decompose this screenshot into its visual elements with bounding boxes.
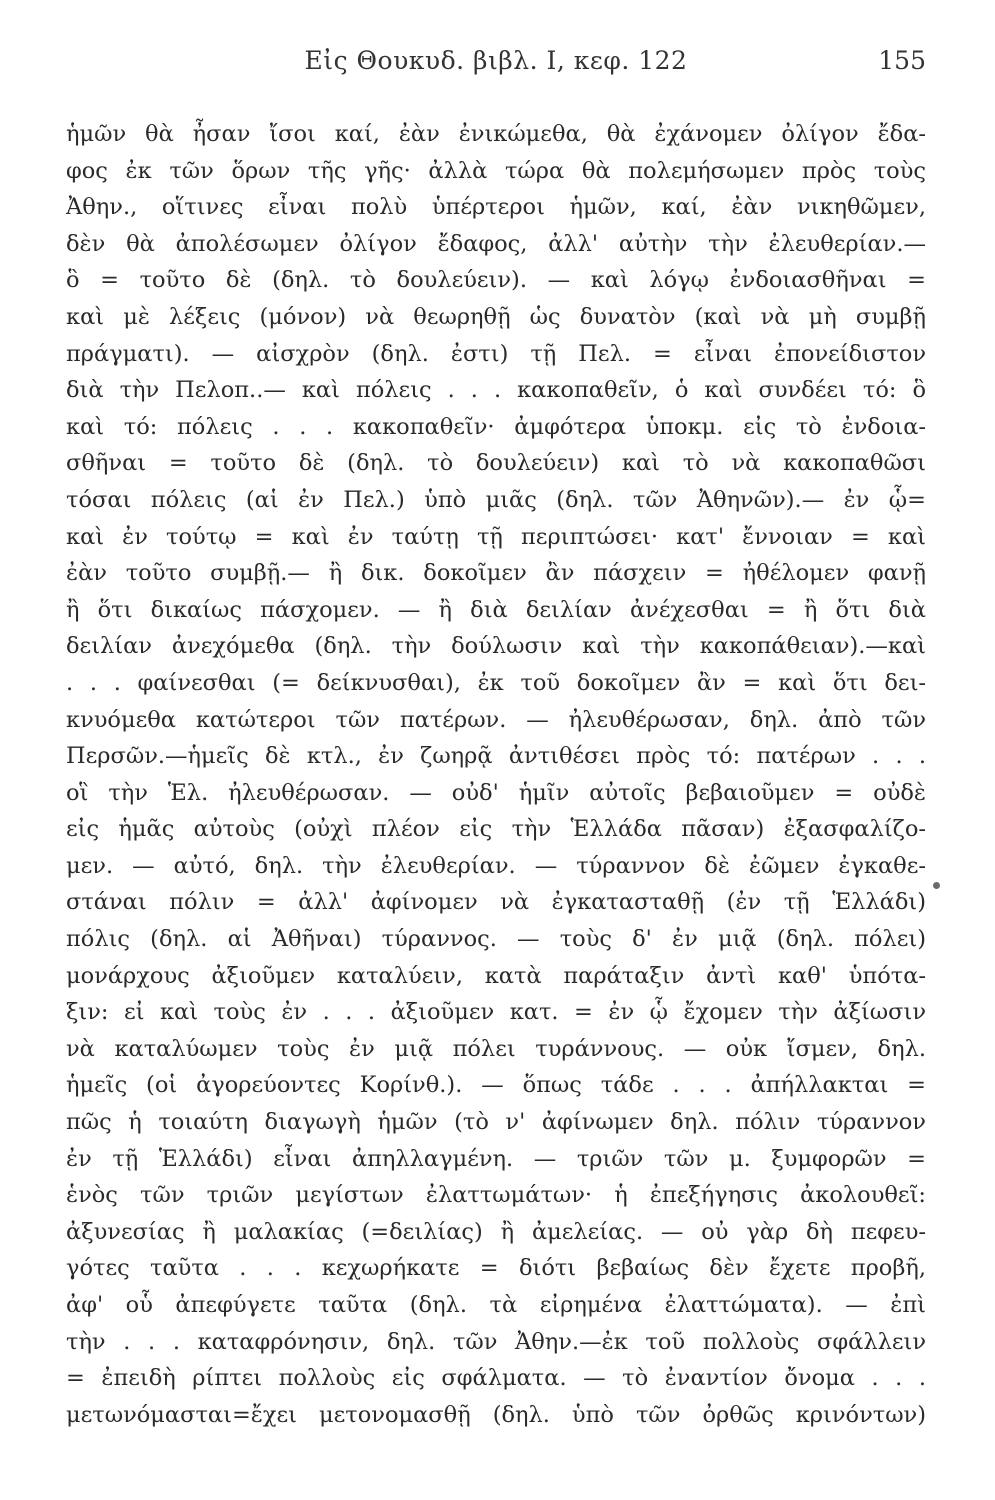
text-line: διὰ τὴν Πελοπ..— καὶ πόλεις . . . κακοπαθεῖν, ὁ καὶ συνδέει τό: ὃ: [66, 377, 926, 404]
page-number: 155: [878, 46, 926, 75]
text-line: εἰς ἡμᾶς αὐτοὺς (οὐχὶ πλέον εἰς τὴν Ἑλλάδα πᾶσαν) ἐξασφαλίζο-: [66, 816, 926, 843]
text-line: οἳ τὴν Ἑλ. ἠλευθέρωσαν. — οὐδ' ἡμῖν αὐτοῖς βεβαιοῦμεν = οὐδὲ: [66, 779, 926, 806]
text-line: μεν. — αὐτό, δηλ. τὴν ἐλευθερίαν. — τύραννον δὲ ἐῶμεν ἐγκαθε-: [66, 852, 926, 879]
text-line: τόσαι πόλεις (αἱ ἐν Πελ.) ὑπὸ μιᾶς (δηλ. τῶν Ἀθηνῶν).— ἐν ᾧ=: [66, 486, 926, 513]
text-line: ὃ = τοῦτο δὲ (δηλ. τὸ δουλεύειν). — καὶ λόγῳ ἐνδοιασθῆναι =: [66, 267, 926, 294]
text-line: ἡμεῖς (οἱ ἀγορεύοντες Κορίνθ.). — ὅπως τάδε . . . ἀπήλλακται =: [66, 1072, 926, 1099]
text-line: μονάρχους ἀξιοῦμεν καταλύειν, κατὰ παράταξιν ἀντὶ καθ' ὑπότα-: [66, 962, 926, 989]
text-line: πράγματι). — αἰσχρὸν (δηλ. ἐστι) τῇ Πελ. = εἶναι ἐπονείδιστον: [66, 340, 926, 367]
commentary-text: [66, 116, 926, 1433]
text-line: ἑνὸς τῶν τριῶν μεγίστων ἐλαττωμάτων· ἡ ἐπεξήγησις ἀκολουθεῖ:: [66, 1182, 926, 1209]
text-line: καὶ ἐν τούτῳ = καὶ ἐν ταύτῃ τῇ περιπτώσει· κατ' ἔννοιαν = καὶ: [66, 523, 926, 550]
text-line: δειλίαν ἀνεχόμεθα (δηλ. τὴν δούλωσιν καὶ τὴν κακοπάθειαν).—καὶ: [66, 633, 926, 660]
text-line: Περσῶν.—ἡμεῖς δὲ κτλ., ἐν ζωηρᾷ ἀντιθέσει πρὸς τό: πατέρων . . .: [66, 743, 926, 770]
text-line: νὰ καταλύωμεν τοὺς ἐν μιᾷ πόλει τυράννους. — οὐκ ἴσμεν, δηλ.: [66, 1035, 926, 1062]
text-line: ἀξυνεσίας ἢ μαλακίας (=δειλίας) ἢ ἀμελείας. — οὐ γὰρ δὴ πεφευ-: [66, 1218, 926, 1245]
text-line: Ἀθην., οἵτινες εἶναι πολὺ ὑπέρτεροι ἡμῶν, καί, ἐὰν νικηθῶμεν,: [66, 194, 926, 221]
text-line: καὶ τό: πόλεις . . . κακοπαθεῖν· ἀμφότερα ὑποκμ. εἰς τὸ ἐνδοια-: [66, 413, 926, 440]
text-line: φος ἐκ τῶν ὅρων τῆς γῆς· ἀλλὰ τώρα θὰ πολεμήσωμεν πρὸς τοὺς: [66, 157, 926, 184]
page-header: [66, 46, 926, 86]
text-line: δὲν θὰ ἀπολέσωμεν ὀλίγον ἔδαφος, ἀλλ' αὐτὴν τὴν ἐλευθερίαν.—: [66, 230, 926, 257]
text-line: ξιν: εἰ καὶ τοὺς ἐν . . . ἀξιοῦμεν κατ. = ἐν ᾧ ἔχομεν τὴν ἀξίωσιν: [66, 999, 926, 1026]
text-line: . . . φαίνεσθαι (= δείκνυσθαι), ἐκ τοῦ δοκοῖμεν ἂν = καὶ ὅτι δει-: [66, 669, 926, 696]
text-line: γότες ταῦτα . . . κεχωρήκατε = διότι βεβαίως δὲν ἔχετε προβῆ,: [66, 1255, 926, 1282]
text-line: τὴν . . . καταφρόνησιν, δηλ. τῶν Ἀθην.—ἐκ τοῦ πολλοὺς σφάλλειν: [66, 1328, 926, 1355]
text-line: ἀφ' οὗ ἀπεφύγετε ταῦτα (δηλ. τὰ εἰρημένα ἐλαττώματα). — ἐπὶ: [66, 1292, 926, 1318]
text-line: πόλις (δηλ. αἱ Ἀθῆναι) τύραννος. — τοὺς δ' ἐν μιᾷ (δηλ. πόλει): [66, 926, 926, 953]
text-line: κνυόμεθα κατώτεροι τῶν πατέρων. — ἠλευθέρωσαν, δηλ. ἀπὸ τῶν: [66, 706, 926, 733]
text-line: καὶ μὲ λέξεις (μόνον) νὰ θεωρηθῇ ὡς δυνατὸν (καὶ νὰ μὴ συμβῇ: [66, 303, 926, 330]
text-line: ἐν τῇ Ἑλλάδι) εἶναι ἀπηλλαγμένη. — τριῶν τῶν μ. ξυμφορῶν =: [66, 1145, 926, 1172]
running-title: Εἰς Θουκυδ. βιβλ. I, κεφ. 122: [304, 46, 688, 75]
text-line: μετωνόμασται=ἔχει μετονομασθῇ (δηλ. ὑπὸ τῶν ὀρθῶς κρινόντων): [66, 1401, 926, 1428]
text-line: ἐὰν τοῦτο συμβῇ.— ἢ δικ. δοκοῖμεν ἂν πάσχειν = ἠθέλομεν φανῇ: [66, 560, 926, 587]
text-line: = ἐπειδὴ ρίπτει πολλοὺς εἰς σφάλματα. — τὸ ἐναντίον ὄνομα . . .: [66, 1365, 926, 1392]
margin-dot: [933, 882, 940, 889]
text-line: πῶς ἡ τοιαύτη διαγωγὴ ἡμῶν (τὸ ν' ἀφίνωμεν δηλ. πόλιν τύραννον: [66, 1109, 926, 1136]
text-line: ἢ ὅτι δικαίως πάσχομεν. — ἢ διὰ δειλίαν ἀνέχεσθαι = ἢ ὅτι διὰ: [66, 596, 926, 623]
text-line: στάναι πόλιν = ἀλλ' ἀφίνομεν νὰ ἐγκατασταθῇ (ἐν τῇ Ἑλλάδι): [66, 889, 926, 916]
text-line: ἡμῶν θὰ ἦσαν ἴσοι καί, ἐὰν ἐνικώμεθα, θὰ ἐχάνομεν ὀλίγον ἔδα-: [66, 121, 926, 147]
text-line: σθῆναι = τοῦτο δὲ (δηλ. τὸ δουλεύειν) καὶ τὸ νὰ κακοπαθῶσι: [66, 450, 926, 477]
